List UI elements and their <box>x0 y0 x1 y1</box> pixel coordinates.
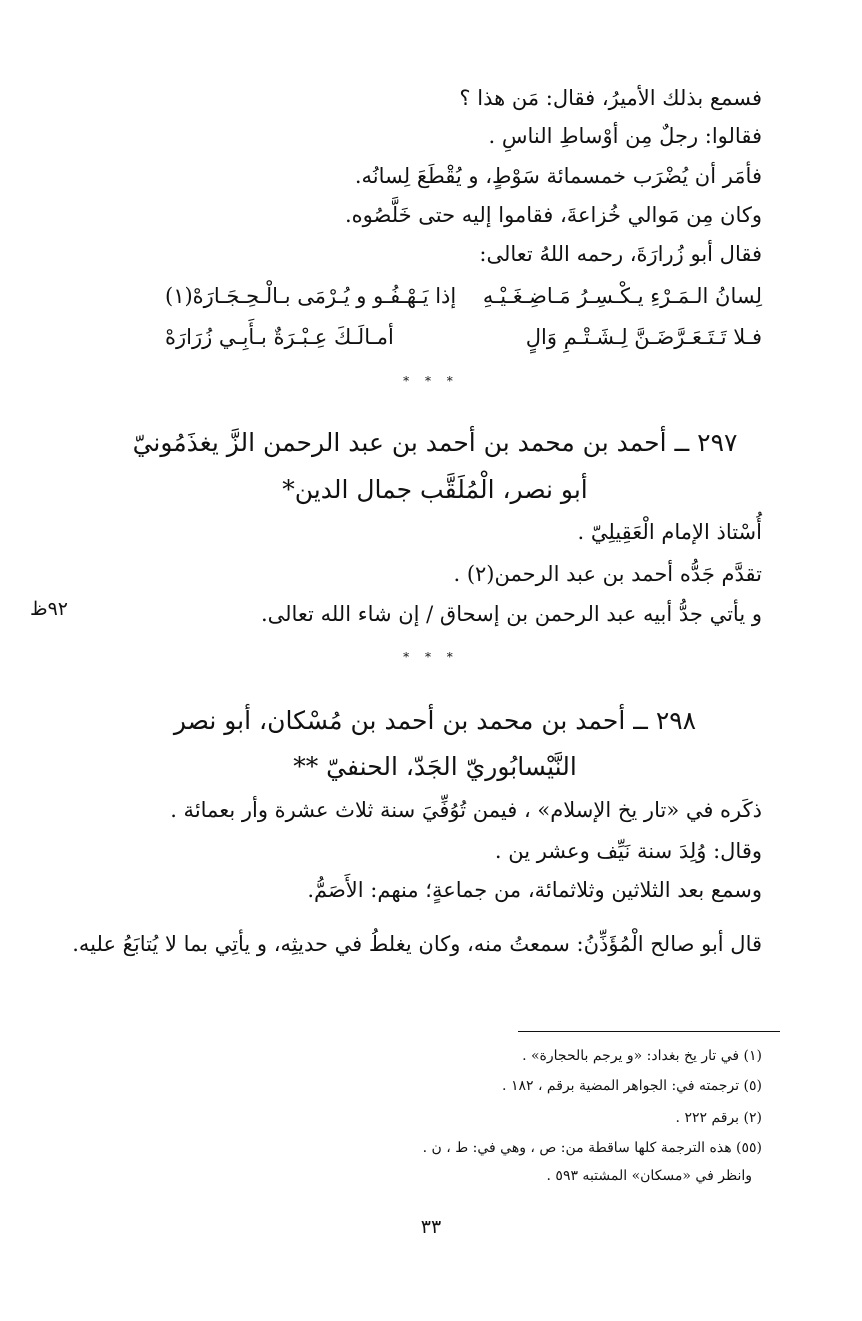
page-number: ٣٣ <box>420 1216 442 1238</box>
verse-1-second-hemistich: إذا يَـهْـفُـو و يُـرْمَى بـالْـحِـجَـارَهْ(١) <box>165 284 457 308</box>
footnote-divider <box>518 1031 780 1032</box>
entry-297-heading-line1: ٢٩٧ ــ أحمد بن محمد بن أحمد بن عبد الرحمن الزَّ يغذَمُونيّ <box>132 428 738 457</box>
margin-folio-note: ٩٢ظ <box>30 598 68 620</box>
footnote-4: (٥٥) هذه الترجمة كلها ساقطة من: ص ، وهي في: ط ، ن . <box>422 1140 762 1156</box>
text-line-2: فقالوا: رجلٌ مِن أوْساطِ الناسِ . <box>488 124 762 148</box>
text-line-3: فأمَر أن يُضْرَب خمسمائة سَوْطٍ، و يُقْطَعَ لِسانُه. <box>354 164 762 188</box>
text-line-1: فسمع بذلك الأميرُ، فقال: مَن هذا ؟ <box>459 86 762 110</box>
entry-297-heading-line2: أبو نصر، الْمُلَقَّب جمال الدين* <box>282 475 588 504</box>
footnote-3: (٢) برقم ٢٢٢ . <box>675 1110 762 1126</box>
verse-2-first-hemistich: فـلا تَـتَـعَـرَّضَـنَّ لِـشَـتْـمِ وَالٍ <box>525 325 762 349</box>
footnote-4-continued: وانظر في «مسكان» المشتبه ٥٩٣ . <box>546 1168 752 1184</box>
entry-298-line-1: ذكَره في «تار يخ الإسلام» ، فيمن تُوُفِّيَ سنة ثلاث عشرة وأر بعمائة . <box>170 798 762 822</box>
entry-297-line-1: أُسْتاذ الإمام الْعَقِيلِيّ . <box>577 520 762 544</box>
entry-297-line-2: تقدَّم جَدُّه أحمد بن عبد الرحمن(٢) . <box>453 562 762 586</box>
entry-298-line-2: وقال: وُلِدَ سنة نَيِّف وعشر ين . <box>494 839 762 863</box>
footnote-1: (١) في تار يخ بغداد: «و يرجم بالحجارة» . <box>522 1048 762 1064</box>
footnote-2: (٥) ترجمته في: الجواهر المضية برقم ، ١٨٢ . <box>502 1078 762 1094</box>
text-line-5: فقال أبو زُرارَةَ، رحمه اللهُ تعالى: <box>479 242 762 266</box>
entry-298-line-3: وسمع بعد الثلاثين وثلاثمائة، من جماعةٍ؛ منهم: الأَصَمُّ. <box>307 878 762 902</box>
verse-2-second-hemistich: أمـالَـكَ عِـبْـرَةٌ بـأَبِـي زُرَارَهْ <box>165 325 394 349</box>
section-separator-2: * * * <box>403 650 459 664</box>
text-line-4: وكان مِن مَوالي خُزاعةَ، فقاموا إليه حتى خَلَّصُوه. <box>344 203 762 227</box>
entry-298-heading-line2: النَّيْسابُوريّ الجَدّ، الحنفيّ ** <box>293 752 577 781</box>
entry-297-line-3: و يأتي جدُّ أبيه عبد الرحمن بن إسحاق / إن شاء الله تعالى. <box>260 602 762 626</box>
entry-298-line-4: قال أبو صالح الْمُؤَذِّنُ: سمعتُ منه، وكان يغلطُ في حديثِه، و يأتِي بما لا يُتابَعُ عليه. <box>72 932 762 956</box>
verse-1-first-hemistich: لِسانُ الـمَـرْءِ يـكْـسِـرُ مَـاضِـغَـيْـهِ <box>482 284 762 308</box>
entry-298-heading-line1: ٢٩٨ ــ أحمد بن محمد بن أحمد بن مُسْكان، أبو نصر <box>173 706 697 735</box>
section-separator: * * * <box>403 374 459 388</box>
